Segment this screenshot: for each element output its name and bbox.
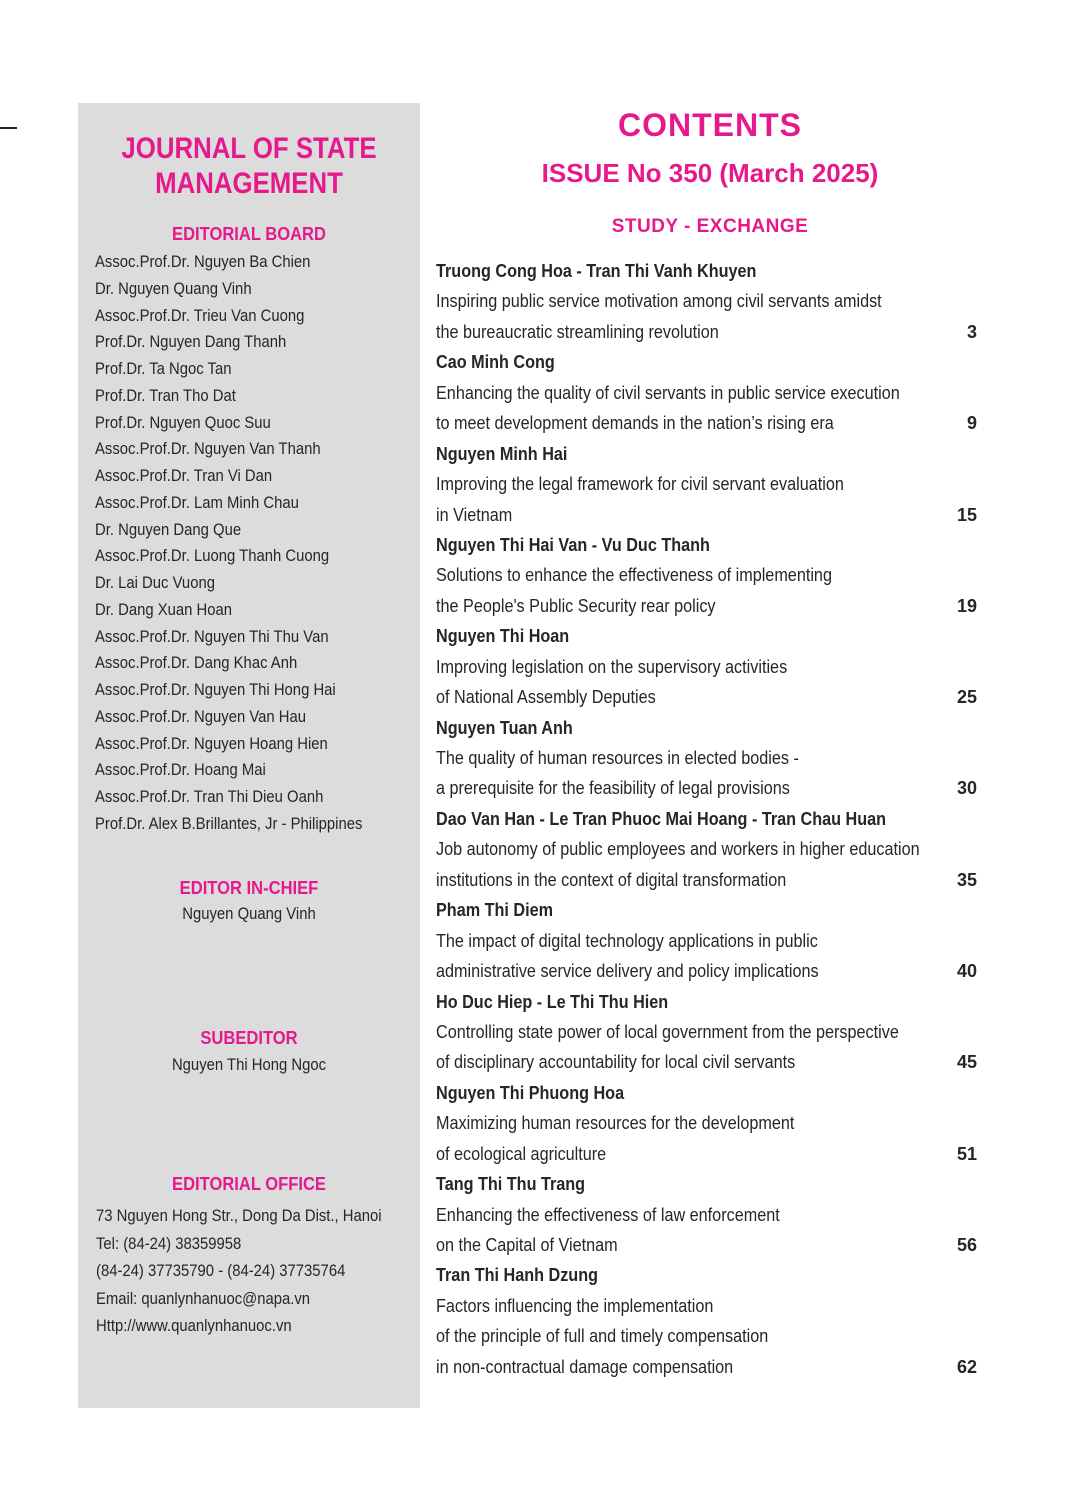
board-member: Assoc.Prof.Dr. Hoang Mai — [95, 761, 266, 780]
article-title-line: the People's Public Security rear policy — [436, 595, 716, 616]
article-title-line: of National Assembly Deputies — [436, 687, 656, 708]
journal-title — [102, 131, 396, 201]
article-title-line: of ecological agriculture — [436, 1143, 607, 1164]
journal-title-line: MANAGEMENT — [155, 167, 343, 200]
board-member: Prof.Dr. Tran Tho Dat — [95, 386, 236, 405]
article-title-line: on the Capital of Vietnam — [436, 1235, 618, 1255]
article-page-number: 40 — [956, 961, 977, 982]
board-member: Prof.Dr. Alex B.Brillantes, Jr - Philippines — [95, 814, 363, 833]
toc-entry — [436, 895, 980, 986]
article-page-number: 51 — [956, 1143, 977, 1164]
board-member: Dr. Nguyen Quang Vinh — [95, 279, 252, 298]
article-authors: Tang Thi Thu Trang — [436, 1174, 586, 1195]
board-member: Assoc.Prof.Dr. Nguyen Hoang Hien — [95, 734, 328, 753]
article-title-line: The quality of human resources in elected bodies - — [436, 748, 799, 768]
board-member: Assoc.Prof.Dr. Nguyen Thi Hong Hai — [95, 681, 336, 699]
board-member: Assoc.Prof.Dr. Nguyen Van Thanh — [95, 440, 321, 459]
journal-title-line: JOURNAL OF STATE — [121, 132, 377, 165]
toc-entry — [436, 530, 980, 621]
office-detail-line: (84-24) 37735790 - (84-24) 37735764 — [96, 1262, 346, 1280]
article-page-number: 30 — [956, 778, 977, 799]
article-page-number: 25 — [956, 687, 977, 708]
article-authors: Cao Minh Cong — [436, 352, 555, 373]
board-member: Assoc.Prof.Dr. Nguyen Van Hau — [95, 707, 307, 726]
editorial-board-list — [95, 249, 420, 838]
article-authors: Dao Van Han - Le Tran Phuoc Mai Hoang - Tran Chau Huan — [436, 808, 887, 829]
board-member: Prof.Dr. Ta Ngoc Tan — [95, 360, 232, 378]
article-authors: Nguyen Thi Phuong Hoa — [436, 1082, 625, 1103]
board-member: Prof.Dr. Nguyen Dang Thanh — [95, 333, 287, 352]
board-member: Dr. Dang Xuan Hoan — [95, 600, 233, 619]
toc-entry — [436, 439, 980, 530]
board-member: Dr. Lai Duc Vuong — [95, 574, 215, 592]
toc-entry — [436, 621, 980, 712]
crop-mark — [0, 127, 17, 129]
article-title-line: Solutions to enhance the effectiveness of implementing — [436, 565, 832, 586]
editorial-board-heading: EDITORIAL BOARD — [172, 224, 326, 244]
subeditor-heading: SUBEDITOR — [200, 1028, 298, 1048]
toc-entry — [436, 256, 980, 347]
article-title-line: Controlling state power of local government from the perspective — [436, 1021, 899, 1042]
article-authors: Pham Thi Diem — [436, 900, 554, 921]
article-title-line: the bureaucratic streamlining revolution — [436, 321, 719, 342]
office-detail-line: Http://www.quanlynhanuoc.vn — [96, 1317, 292, 1335]
article-title-line: Enhancing the quality of civil servants in public service execution — [436, 382, 900, 403]
article-title-line: The impact of digital technology applications in public — [436, 930, 818, 951]
article-title-line: Factors influencing the implementation — [436, 1295, 714, 1316]
contents-heading: CONTENTS — [618, 107, 802, 143]
section-label: STUDY - EXCHANGE — [611, 216, 809, 237]
article-page-number: 56 — [956, 1235, 977, 1255]
board-member: Assoc.Prof.Dr. Tran Vi Dan — [95, 467, 273, 485]
board-member: Prof.Dr. Nguyen Quoc Suu — [95, 413, 271, 432]
toc-entry — [436, 1078, 980, 1169]
article-title-line: Improving legislation on the supervisory activities — [436, 656, 788, 677]
toc-entry — [436, 987, 980, 1078]
article-page-number: 15 — [956, 504, 977, 525]
article-authors: Nguyen Tuan Anh — [436, 717, 573, 738]
editor-in-chief-name: Nguyen Quang Vinh — [182, 905, 316, 923]
article-authors: Nguyen Thi Hai Van - Vu Duc Thanh — [436, 534, 710, 555]
article-page-number: 62 — [956, 1356, 977, 1377]
board-member: Assoc.Prof.Dr. Tran Thi Dieu Oanh — [95, 788, 324, 806]
office-detail-line: 73 Nguyen Hong Str., Dong Da Dist., Hanoi — [96, 1207, 382, 1225]
article-title-line: of disciplinary accountability for local civil servants — [436, 1052, 796, 1073]
article-page-number: 35 — [956, 869, 977, 890]
article-title-line: in non-contractual damage compensation — [436, 1356, 734, 1377]
article-page-number: 3 — [966, 321, 977, 342]
article-title-line: in Vietnam — [436, 504, 513, 525]
article-title-line: to meet development demands in the nation’s rising era — [436, 413, 834, 434]
article-title-line: Maximizing human resources for the development — [436, 1113, 795, 1134]
board-member: Assoc.Prof.Dr. Luong Thanh Cuong — [95, 547, 330, 566]
article-authors: Nguyen Thi Hoan — [436, 626, 570, 647]
article-page-number: 19 — [956, 595, 977, 616]
table-of-contents — [436, 256, 980, 1382]
board-member: Assoc.Prof.Dr. Lam Minh Chau — [95, 493, 299, 512]
editorial-office-heading: EDITORIAL OFFICE — [172, 1174, 326, 1194]
subeditor-name: Nguyen Thi Hong Ngoc — [171, 1056, 327, 1074]
article-authors: Ho Duc Hiep - Le Thi Thu Hien — [436, 991, 669, 1012]
article-authors: Tran Thi Hanh Dzung — [436, 1265, 598, 1286]
board-member: Assoc.Prof.Dr. Nguyen Thi Thu Van — [95, 627, 329, 646]
toc-entry — [436, 347, 980, 438]
office-detail-line: Tel: (84-24) 38359958 — [96, 1234, 242, 1253]
article-title-line: administrative service delivery and policy implications — [436, 961, 819, 982]
article-title-line: Improving the legal framework for civil servant evaluation — [436, 474, 844, 495]
toc-entry — [436, 1260, 980, 1382]
article-title-line: Inspiring public service motivation among civil servants amidst — [436, 291, 882, 312]
article-authors: Nguyen Minh Hai — [436, 443, 568, 464]
article-title-line: institutions in the context of digital transformation — [436, 869, 787, 890]
board-member: Assoc.Prof.Dr. Trieu Van Cuong — [95, 306, 305, 325]
article-title-line: a prerequisite for the feasibility of legal provisions — [436, 778, 790, 799]
board-member: Assoc.Prof.Dr. Dang Khac Anh — [95, 654, 298, 673]
article-title-line: Job autonomy of public employees and workers in higher education — [436, 839, 920, 860]
issue-title: ISSUE No 350 (March 2025) — [541, 158, 879, 188]
article-authors: Truong Cong Hoa - Tran Thi Vanh Khuyen — [436, 261, 757, 281]
office-detail-line: Email: quanlynhanuoc@napa.vn — [96, 1289, 311, 1308]
article-title-line: of the principle of full and timely compensation — [436, 1326, 769, 1347]
editor-in-chief-heading: EDITOR IN-CHIEF — [179, 878, 319, 898]
editorial-office-details — [96, 1203, 416, 1341]
toc-entry — [436, 804, 980, 895]
board-member: Assoc.Prof.Dr. Nguyen Ba Chien — [95, 253, 311, 271]
article-title-line: Enhancing the effectiveness of law enforcement — [436, 1204, 780, 1225]
article-page-number: 9 — [966, 413, 977, 434]
board-member: Dr. Nguyen Dang Que — [95, 520, 242, 539]
toc-entry — [436, 1169, 980, 1260]
toc-entry — [436, 713, 980, 804]
masthead-sidebar — [78, 103, 420, 1408]
article-page-number: 45 — [956, 1052, 977, 1073]
